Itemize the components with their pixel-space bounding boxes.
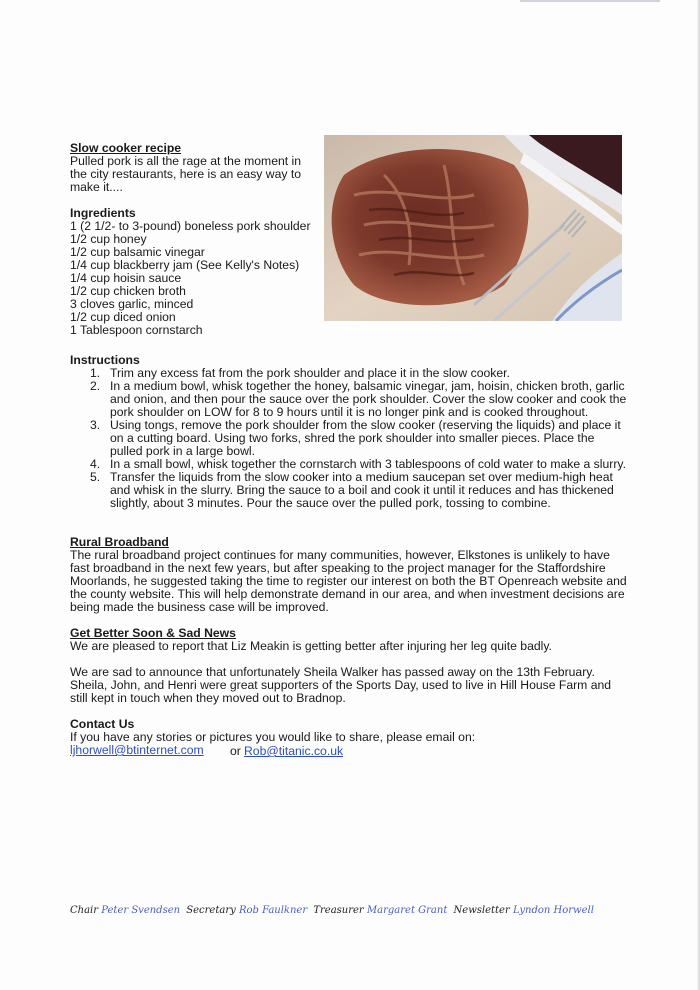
news-text-line: still kept in touch when they moved out to Bradnop. [70, 691, 346, 705]
news-title: Get Better Soon & Sad News [70, 626, 236, 640]
step-text-line: pork shoulder on LOW for 8 to 9 hours until it is no longer pink and is cooked throughout. [110, 405, 589, 419]
pulled-pork-photo [324, 135, 622, 321]
recipe-section [70, 142, 320, 337]
recipe-title: Slow cooker recipe [70, 141, 182, 155]
recipe-intro-line: Pulled pork is all the rage at the moment in [70, 154, 302, 168]
step-text-line: on a cutting board. Using two forks, shred the pork shoulder into smaller pieces. Place the [110, 431, 595, 445]
email-link-1[interactable]: ljhorwell@btinternet.com [70, 743, 204, 757]
contact-text: If you have any stories or pictures you would like to share, please email on: [70, 730, 476, 744]
broadband-text-line: The rural broadband project continues for many communities, however, Elkstones is unlikely to have [70, 548, 610, 562]
ingredient-item: 1/2 cup balsamic vinegar [70, 245, 205, 259]
contact-title: Contact Us [70, 717, 135, 731]
step-text-line: pulled pork in a large bowl. [110, 444, 255, 458]
ingredient-item: 1 Tablespoon cornstarch [70, 323, 203, 337]
news-paragraph-1: We are pleased to report that Liz Meakin is getting better after injuring her leg quite badly. [70, 639, 552, 653]
step-text-line: and onion, and then pour the sauce over the pork shoulder. Cover the slow cooker and cook the [110, 392, 627, 406]
ingredient-item: 1/4 cup blackberry jam (See Kelly's Notes) [70, 258, 300, 272]
recipe-intro-line: make it.... [70, 180, 123, 194]
page-edge-mark [520, 0, 660, 2]
instruction-step [70, 380, 650, 419]
news-text-line: We are sad to announce that unfortunately Sheila Walker has passed away on the 13th February. [70, 665, 595, 679]
news-section [70, 627, 670, 705]
instruction-step [70, 471, 650, 510]
contact-links [70, 744, 670, 758]
secretary-label: Secretary [186, 905, 236, 916]
ingredient-item: 1/2 cup diced onion [70, 310, 176, 324]
ingredients-title: Ingredients [70, 206, 136, 220]
broadband-text-line: fast broadband in the next few years, but after speaking to the project manager for the Staffordshire [70, 561, 606, 575]
step-number: 4. [90, 457, 101, 471]
email-link-2[interactable]: Rob@titanic.co.uk [244, 744, 344, 758]
treasurer-label: Treasurer [313, 905, 364, 916]
chair-name: Peter Svendsen [101, 905, 181, 916]
broadband-section [70, 536, 670, 614]
ingredient-item: 1/4 cup hoisin sauce [70, 271, 182, 285]
treasurer-name: Margaret Grant [366, 905, 448, 916]
instructions-section [70, 354, 650, 510]
ingredient-item: 1/2 cup honey [70, 232, 147, 246]
step-text-line: Trim any excess fat from the pork shoulder and place it in the slow cooker. [110, 366, 510, 380]
step-text-line: In a medium bowl, whisk together the honey, balsamic vinegar, jam, hoisin, chicken broth, garlic [110, 379, 625, 393]
contact-or: or [230, 744, 241, 758]
ingredient-item: 1/2 cup chicken broth [70, 284, 186, 298]
step-text-line: In a small bowl, whisk together the cornstarch with 3 tablespoons of cold water to make a slurry. [110, 457, 626, 471]
instruction-step [70, 419, 650, 458]
step-number: 2. [90, 379, 101, 393]
committee-footer [70, 905, 630, 916]
step-number: 3. [90, 418, 101, 432]
step-text-line: and whisk in the slurry. Bring the sauce to a boil and cook it until it reduces and has thickened [110, 483, 614, 497]
instructions-list [70, 367, 650, 510]
secretary-name: Rob Faulkner [238, 905, 308, 916]
chair-label: Chair [70, 905, 99, 916]
broadband-title: Rural Broadband [70, 535, 169, 549]
news-text-line: Sheila, John, and Henri were great supporters of the Sports Day, used to live in Hill House Farm and [70, 678, 612, 692]
broadband-text-line: being made the business case will be improved. [70, 600, 329, 614]
step-number: 5. [90, 470, 101, 484]
broadband-text-line: the county website. This will help demonstrate demand in our area, and when investment decisions are [70, 587, 625, 601]
step-number: 1. [90, 366, 101, 380]
step-text-line: Transfer the liquids from the slow cooker into a medium saucepan set over medium-high heat [110, 470, 613, 484]
newsletter-name: Lyndon Horwell [512, 905, 594, 916]
contact-section [70, 718, 670, 758]
broadband-text-line: Moorlands, he suggested taking the time to register our interest on both the BT Openreach website and [70, 574, 627, 588]
ingredient-item: 3 cloves garlic, minced [70, 297, 194, 311]
recipe-intro-line: the city restaurants, here is an easy way to [70, 167, 301, 181]
step-text-line: Using tongs, remove the pork shoulder from the slow cooker (reserving the liquids) and place it [110, 418, 621, 432]
step-text-line: slightly, about 3 minutes. Pour the sauce over the pulled pork, tossing to combine. [110, 496, 551, 510]
newsletter-label: Newsletter [453, 905, 510, 916]
instructions-title: Instructions [70, 353, 140, 367]
ingredient-item: 1 (2 1/2- to 3-pound) boneless pork shoulder [70, 219, 311, 233]
